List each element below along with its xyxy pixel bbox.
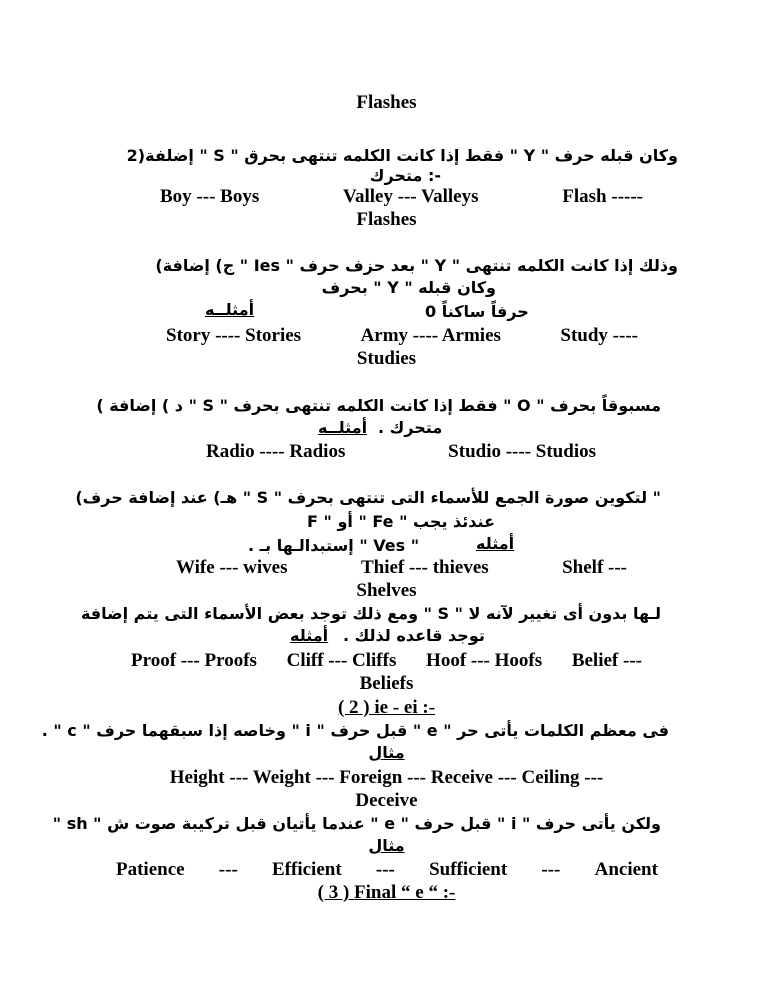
- example-deceive-wrap: Deceive: [355, 790, 418, 811]
- example-radio: Radio ---- Radios: [206, 441, 346, 462]
- example-belief: Belief ---: [571, 650, 642, 671]
- section-heading-final-e: ( 3 ) Final “ e “ :-: [317, 882, 456, 903]
- rule-s-line1: وكان قبله حرف " Y " فقط إذا كانت الكلمه تنتهى بحرق " S " إضلفة(2: [126, 146, 678, 165]
- example-label-ie-2: مثال: [368, 836, 405, 855]
- separator: ---: [375, 859, 395, 880]
- rule-ies-line3: حرفاً ساكناً 0: [425, 302, 529, 321]
- rule-ves-line3: " Ves " إستبدالـها بـ .: [248, 536, 420, 555]
- rule-exception-line2: توجد قاعده لذلك .: [343, 626, 485, 645]
- examples-label-ies: أمثلــه: [205, 300, 255, 319]
- separator: ---: [218, 859, 238, 880]
- example-row-es: [206, 441, 596, 463]
- rule-ie-line2: " sh " عندما يأتيان قبل تركيبة صوت ش " e " قبل حرف " i " ولكن يأتى حرف: [52, 814, 661, 833]
- example-study: Study ----: [560, 325, 638, 346]
- examples-label-ves: أمثله: [476, 534, 515, 553]
- example-shelf: Shelf ---: [562, 557, 627, 578]
- example-row-ie: Height --- Weight --- Foreign --- Receive --- Ceiling ---: [169, 767, 604, 788]
- rule-es-line1: مسبوقاً بحرف " O " فقط إذا كانت الكلمه تنتهى بحرف " S " د ) إضافة ): [96, 396, 661, 415]
- example-thief: Thief --- thieves: [360, 557, 489, 578]
- rule-ves-line2: عندئذ يجب " Fe " أو " F: [307, 512, 495, 531]
- separator: ---: [541, 859, 561, 880]
- rule-exception-line1: لـها بدون أى تغيير لآنه لا " S " ومع ذلك توجد بعض الأسماء التى يتم إضافة: [80, 604, 661, 623]
- page-title: Flashes: [356, 92, 417, 113]
- example-row-ies: [166, 325, 638, 347]
- example-row-ie-2: [116, 859, 658, 881]
- example-studies-wrap: Studies: [356, 348, 417, 369]
- example-proof: Proof --- Proofs: [131, 650, 257, 671]
- section-heading-ie-ei: ( 2 ) ie - ei :-: [337, 697, 436, 718]
- example-efficient: Efficient: [272, 859, 342, 880]
- rule-es-line2: متحرك .: [378, 418, 443, 437]
- example-cliff: Cliff --- Cliffs: [286, 650, 397, 671]
- example-patience: Patience: [116, 859, 185, 880]
- example-wife: Wife --- wives: [176, 557, 288, 578]
- example-shelves-wrap: Shelves: [356, 580, 417, 601]
- example-row-exception: [131, 650, 642, 672]
- example-studio: Studio ---- Studios: [448, 441, 596, 462]
- rule-s-line2: -: متحرك: [369, 166, 441, 185]
- example-sufficient: Sufficient: [429, 859, 508, 880]
- examples-label-es: أمثلــه: [318, 418, 368, 437]
- rule-ies-line1: وذلك إذا كانت الكلمه تنتهى " Y " بعد حزف حرف " Ies " ج) إضافة): [155, 256, 678, 275]
- example-boy: Boy --- Boys: [160, 186, 260, 207]
- example-valley: Valley --- Valleys: [343, 186, 479, 207]
- example-story: Story ---- Stories: [166, 325, 302, 346]
- example-flash: Flash -----: [562, 186, 643, 207]
- example-row-s: [160, 186, 643, 208]
- example-hoof: Hoof --- Hoofs: [426, 650, 543, 671]
- example-army: Army ---- Armies: [360, 325, 501, 346]
- rule-ves-line1: " لتكوين صورة الجمع للأسماء التى تنتهى بحرف " S " هـ) عند إضافة حرف): [75, 488, 661, 507]
- example-ancient: Ancient: [594, 859, 658, 880]
- example-flashes-wrap: Flashes: [356, 209, 417, 230]
- example-row-ves: [176, 557, 627, 579]
- example-label-ie: مثال: [368, 743, 405, 762]
- rule-ies-line2: وكان قبله " Y " بحرف: [321, 278, 496, 297]
- example-beliefs-wrap: Beliefs: [359, 673, 414, 694]
- examples-label-exception: أمثله: [290, 626, 329, 645]
- rule-ie-line1: . " c " وخاصه إذا سبقهما حرف " i " قبل حرف " e " فى معظم الكلمات يأتى حر: [41, 721, 669, 740]
